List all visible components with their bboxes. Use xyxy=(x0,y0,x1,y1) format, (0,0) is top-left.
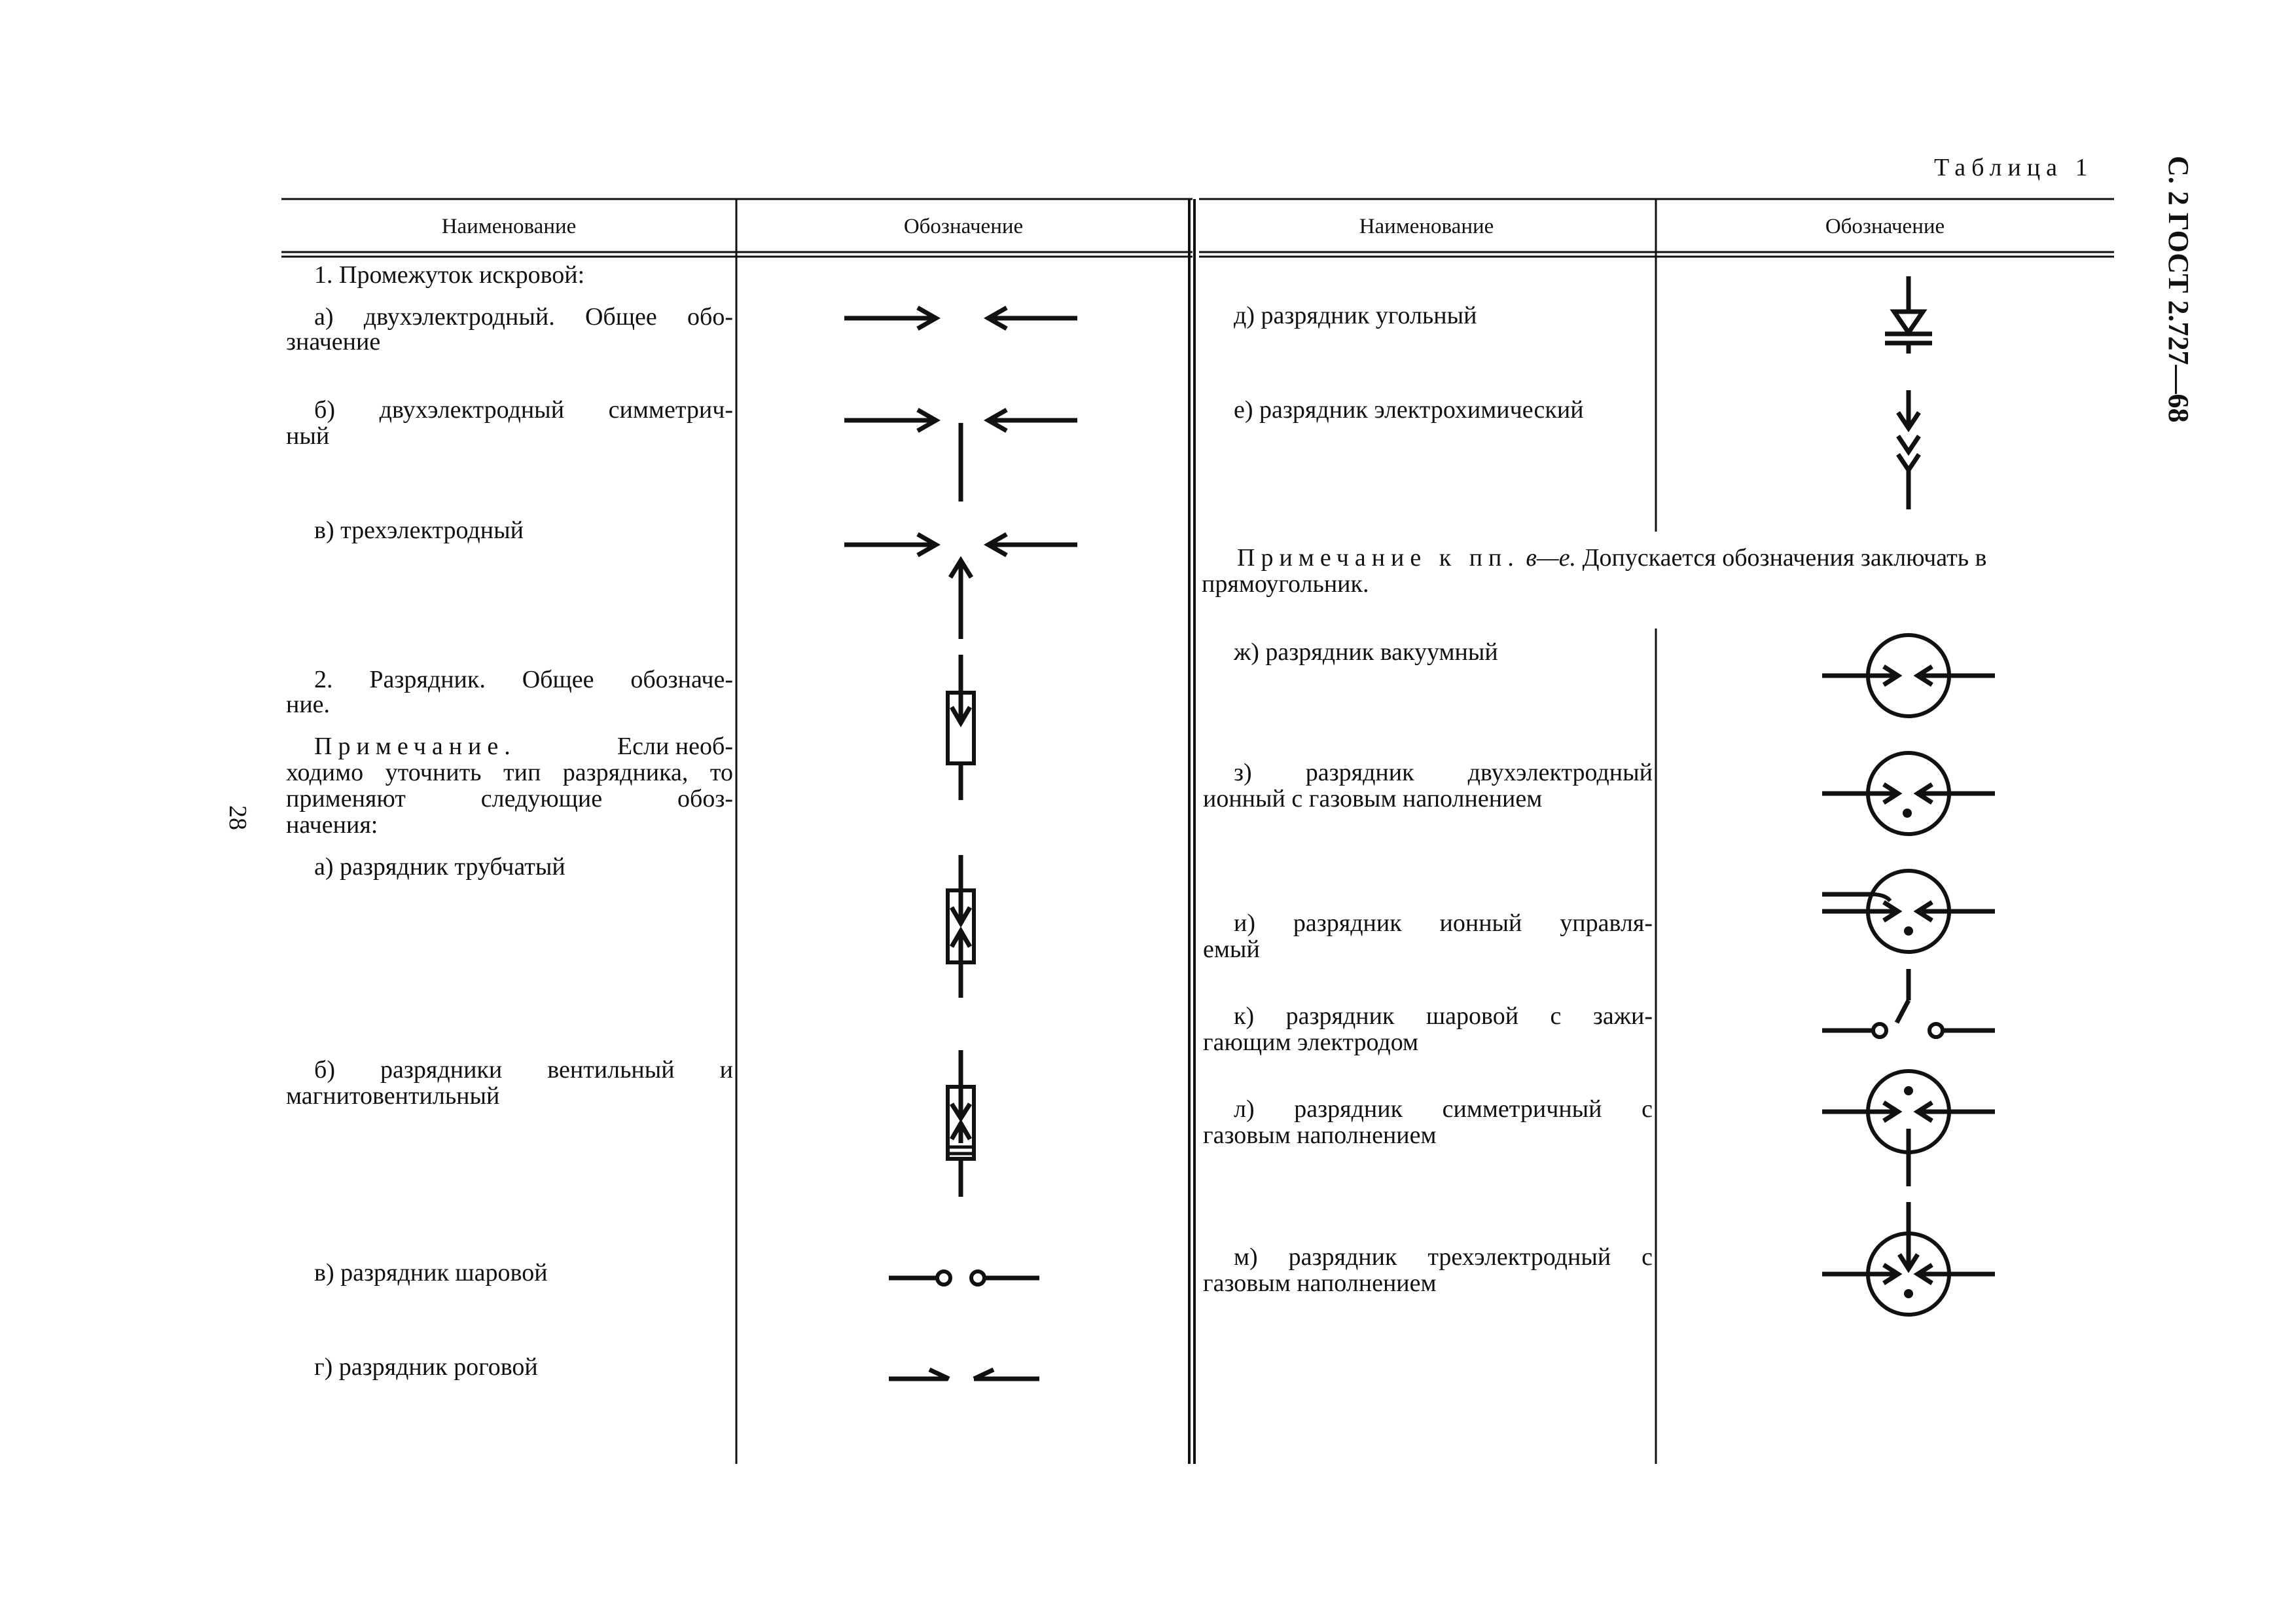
arrester-three-electrode-gas-icon xyxy=(1822,1202,1995,1315)
item-1b-line2: ный xyxy=(286,422,330,450)
arrester-general-icon xyxy=(948,655,974,800)
arrester-ball-ignition-icon xyxy=(1822,969,1995,1037)
item-m-line1: м) разрядник трехэлектродный с xyxy=(1234,1243,1653,1271)
column-header-name-right: Наименование xyxy=(1359,215,1494,238)
item-1a-line2: значение xyxy=(286,328,381,356)
item-2-line1: 2. Разрядник. Общее обозначе- xyxy=(314,666,733,693)
note-left-word: Примечание. xyxy=(314,733,516,760)
note-right-line2: прямоугольник. xyxy=(1202,570,1369,598)
document-reference: С. 2 ГОСТ 2.727—68 xyxy=(2162,156,2195,423)
arrester-symmetric-gas-icon xyxy=(1822,1071,1995,1186)
column-header-designation-right: Обозначение xyxy=(1825,215,1945,238)
item-2g: г) разрядник роговой xyxy=(314,1353,538,1381)
item-1a-line1: а) двухэлектродный. Общее обо- xyxy=(314,303,733,331)
arrester-ionic-controlled-icon xyxy=(1822,871,1995,952)
item-k-line2: гающим электродом xyxy=(1203,1029,1419,1056)
note-left-line2: ходимо уточнить тип разрядника, то xyxy=(286,759,733,786)
arrester-tubular-icon xyxy=(948,855,974,998)
note-left-line4: начения: xyxy=(286,811,378,839)
note-left-rest: Если необ- xyxy=(617,733,733,760)
item-e: е) разрядник электрохимический xyxy=(1234,396,1584,424)
item-2v: в) разрядник шаровой xyxy=(314,1259,548,1286)
item-z-line2: ионный с газовым наполнением xyxy=(1203,785,1543,812)
item-2a: а) разрядник трубчатый xyxy=(314,853,565,881)
page-number: 28 xyxy=(224,805,251,830)
item-1v: в) трехэлектродный xyxy=(314,517,524,544)
arrester-gas-ionic-icon xyxy=(1822,753,1995,834)
arrester-ball-icon xyxy=(889,1271,1039,1285)
arrester-valve-icon xyxy=(948,1050,974,1197)
item-1b-line1: б) двухэлектродный симметрич- xyxy=(314,396,733,424)
table-label: Таблица 1 xyxy=(1934,154,2094,181)
item-2-line2: ние. xyxy=(286,691,331,718)
arrester-carbon-icon xyxy=(1885,276,1932,354)
item-i-line2: емый xyxy=(1203,936,1260,963)
item-2b-line2: магнитовентильный xyxy=(286,1082,500,1110)
column-header-designation-left: Обозначение xyxy=(903,215,1024,238)
arrester-vacuum-icon xyxy=(1822,635,1995,716)
spark-gap-two-electrode-icon xyxy=(844,308,1077,329)
note-right-rest: Допускается обозначения заключать в xyxy=(1582,544,1987,572)
arrester-electrochemical-icon xyxy=(1898,390,1919,509)
note-right-range: в—е. xyxy=(1526,544,1577,572)
item-1-spark-gap: 1. Промежуток искровой: xyxy=(314,261,585,289)
item-l-line1: л) разрядник симметричный с xyxy=(1234,1095,1653,1123)
spark-gap-symmetric-icon xyxy=(844,410,1077,501)
item-l-line2: газовым наполнением xyxy=(1203,1122,1437,1149)
item-z-line1: з) разрядник двухэлектродный xyxy=(1234,759,1653,786)
item-zh: ж) разрядник вакуумный xyxy=(1234,638,1498,666)
item-i-line1: и) разрядник ионный управля- xyxy=(1234,909,1653,937)
item-m-line2: газовым наполнением xyxy=(1203,1269,1437,1297)
item-k-line1: к) разрядник шаровой с зажи- xyxy=(1234,1002,1653,1030)
column-header-name-left: Наименование xyxy=(441,215,577,238)
arrester-horn-icon xyxy=(889,1370,1039,1379)
note-right-word: Примечание к пп. xyxy=(1237,544,1520,572)
note-left-line3: применяют следующие обоз- xyxy=(286,785,733,812)
item-2b-line1: б) разрядники вентильный и xyxy=(314,1056,733,1084)
spark-gap-three-electrode-icon xyxy=(844,534,1077,639)
item-d: д) разрядник угольный xyxy=(1234,302,1477,329)
